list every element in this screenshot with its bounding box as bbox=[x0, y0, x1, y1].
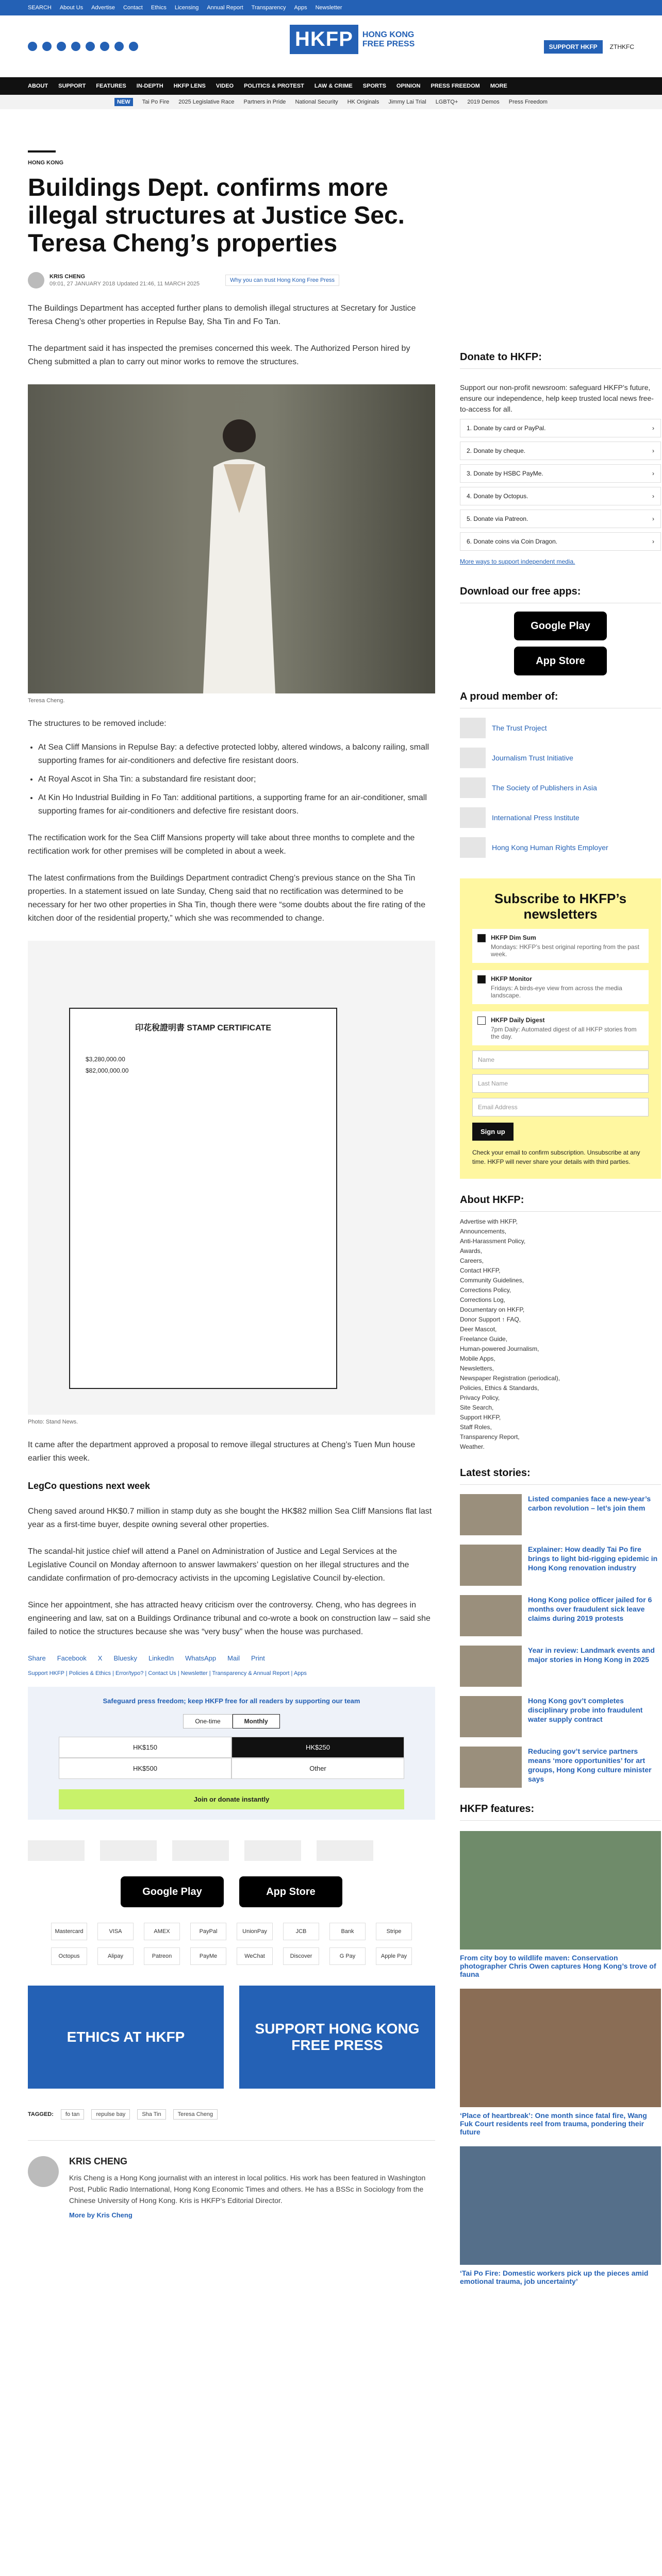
app-store-button[interactable]: App Store bbox=[514, 647, 607, 675]
nav-item[interactable]: SPORTS bbox=[362, 83, 387, 89]
payment-icon[interactable]: JCB bbox=[283, 1923, 319, 1940]
about-link[interactable]: Freelance Guide, bbox=[460, 1335, 508, 1343]
about-link[interactable]: Advertise with HKFP, bbox=[460, 1218, 518, 1225]
trending-link[interactable]: LGBTQ+ bbox=[435, 99, 458, 105]
divider bbox=[28, 150, 56, 152]
about-link[interactable]: Announcements, bbox=[460, 1228, 507, 1235]
amount-options bbox=[59, 1737, 404, 1779]
person-figure bbox=[198, 415, 280, 693]
share-bar bbox=[28, 1654, 435, 1662]
about-link[interactable]: Transparency Report, bbox=[460, 1433, 520, 1440]
payment-icon[interactable]: PayPal bbox=[190, 1923, 226, 1940]
list-item: • At Sea Cliff Mansions in Repulse Bay: a defective protected lobby, altered windows, a balcony railing, small supporting frames for air-conditioners and defective fire resistant doors. bbox=[38, 741, 435, 768]
about-link[interactable]: Awards, bbox=[460, 1247, 483, 1255]
share-facebook-button[interactable]: Facebook bbox=[57, 1654, 87, 1662]
tag[interactable]: Teresa Cheng bbox=[173, 2109, 218, 2120]
checkbox-checked[interactable] bbox=[477, 934, 486, 942]
about-links bbox=[460, 1217, 661, 1452]
payment-icon[interactable]: Bank bbox=[329, 1923, 366, 1940]
member-logo[interactable]: Journalism Trust Initiative bbox=[460, 748, 661, 768]
story-item[interactable]: Hong Kong gov’t completes disciplinary probe into fraudulent water supply contract bbox=[460, 1696, 661, 1737]
newsletter-option[interactable]: HKFP Daily Digest 7pm Daily: Automated digest of all HKFP stories from the day. bbox=[472, 1011, 649, 1045]
payment-methods bbox=[28, 1923, 435, 1965]
about-link[interactable]: Privacy Policy, bbox=[460, 1394, 500, 1401]
payment-icon[interactable]: WeChat bbox=[237, 1947, 273, 1965]
search-link[interactable]: SEARCH bbox=[28, 5, 52, 11]
trending-link[interactable]: Tai Po Fire bbox=[142, 99, 170, 105]
author-bio-text: Kris Cheng is a Hong Kong journalist with an interest in local politics. His work has been featured in Washington Post, Public Radio International, Hong Kong Economic Times and others. He has a BSSc in Sociology from the Chinese University of Hong Kong. Kris is HKFP’s Editorial Director. bbox=[69, 2174, 426, 2205]
support-banner[interactable]: SUPPORT HONG KONG FREE PRESS bbox=[239, 1986, 435, 2089]
member-logos bbox=[460, 718, 661, 858]
member-logo[interactable]: The Trust Project bbox=[460, 718, 661, 738]
member-logo[interactable]: The Society of Publishers in Asia bbox=[460, 777, 661, 798]
nav-item[interactable]: PRESS FREEDOM bbox=[431, 83, 480, 89]
badge-logo[interactable] bbox=[100, 1840, 157, 1861]
trending-link[interactable]: HK Originals bbox=[347, 99, 379, 105]
topbar-link[interactable]: Apps bbox=[294, 5, 307, 11]
share-label: Share bbox=[28, 1654, 46, 1662]
nav-item[interactable]: IN-DEPTH bbox=[136, 83, 163, 89]
about-link[interactable]: Mobile Apps, bbox=[460, 1355, 495, 1362]
donate-method[interactable]: 5. Donate via Patreon. › bbox=[460, 510, 661, 528]
trending-link[interactable]: National Security bbox=[295, 99, 338, 105]
facebook-icon[interactable] bbox=[28, 42, 37, 51]
payment-icon[interactable]: Mastercard bbox=[51, 1923, 87, 1940]
certificate-body bbox=[86, 1054, 321, 1076]
feature-item[interactable]: ‘Tai Po Fire: Domestic workers pick up the pieces amid emotional trauma, job uncertainty’ bbox=[460, 2146, 661, 2285]
payment-icon[interactable]: Discover bbox=[283, 1947, 319, 1965]
app-store-button[interactable]: App Store bbox=[239, 1876, 342, 1907]
nav-item[interactable]: SUPPORT bbox=[58, 83, 86, 89]
about-link[interactable]: Site Search, bbox=[460, 1404, 494, 1411]
about-link[interactable]: Corrections Log, bbox=[460, 1296, 506, 1303]
paragraph: The latest confirmations from the Buildings Department contradict Cheng’s previous stance on the Sha Tin properties. In a statement issued on late Sunday, Cheng said that no rectification was determined to be necessary for her two other properties in Sha Tin, though there were “some doubts about the fire rating of the kitchen door of the residential property,” which she was recommended to change. bbox=[28, 874, 426, 923]
about-link[interactable]: Contact HKFP, bbox=[460, 1267, 501, 1274]
payment-icon[interactable]: G Pay bbox=[329, 1947, 366, 1965]
payment-icon[interactable]: Apple Pay bbox=[376, 1947, 412, 1965]
nav-item[interactable]: LAW & CRIME bbox=[314, 83, 353, 89]
payment-icon[interactable]: VISA bbox=[97, 1923, 134, 1940]
list-item: • At Kin Ho Industrial Building in Fo Tan: additional partitions, a supporting frame for an air-conditioner, small supporting frames for air-conditioners and defective fire resistant doors. bbox=[38, 791, 435, 818]
newsletter-option[interactable]: HKFP Dim Sum Mondays: HKFP’s best original reporting from the past week. bbox=[472, 929, 649, 963]
about-link[interactable]: Deer Mascot, bbox=[460, 1326, 497, 1333]
paragraph: The structures to be removed include: bbox=[28, 719, 167, 728]
nav-item[interactable]: HKFP LENS bbox=[173, 83, 206, 89]
structure-list bbox=[28, 741, 435, 818]
topbar-link[interactable]: Contact bbox=[123, 5, 143, 11]
image-caption: Photo: Stand News. bbox=[28, 1419, 78, 1425]
x-icon[interactable] bbox=[42, 42, 52, 51]
topbar-link[interactable]: Transparency bbox=[251, 5, 286, 11]
ethics-banner[interactable]: ETHICS AT HKFP bbox=[28, 1986, 224, 2089]
about-link[interactable]: Newspaper Registration (periodical), bbox=[460, 1375, 560, 1382]
sign-up-button[interactable]: Sign up bbox=[472, 1123, 514, 1141]
publish-dates: 09:01, 27 JANUARY 2018 Updated 21:46, 11 MARCH 2025 bbox=[49, 281, 200, 287]
trust-link[interactable]: Why you can trust Hong Kong Free Press bbox=[225, 275, 339, 286]
byline bbox=[28, 272, 435, 289]
nav-item[interactable]: FEATURES bbox=[96, 83, 126, 89]
newsletter-heading: Subscribe to HKFP’s newsletters bbox=[494, 891, 627, 922]
about-link[interactable]: Documentary on HKFP, bbox=[460, 1306, 525, 1313]
nav-item[interactable]: POLITICS & PROTEST bbox=[244, 83, 304, 89]
trending-bar bbox=[0, 95, 662, 109]
payment-icon[interactable]: Alipay bbox=[97, 1947, 134, 1965]
more-ways-link[interactable]: More ways to support independent media. bbox=[460, 558, 575, 565]
about-link[interactable]: Community Guidelines, bbox=[460, 1277, 524, 1284]
donate-method[interactable]: 6. Donate coins via Coin Dragon. › bbox=[460, 532, 661, 551]
feature-item[interactable]: ‘Place of heartbreak’: One month since fatal fire, Wang Fuk Court residents reel from trauma, pondering their future bbox=[460, 1989, 661, 2136]
author-bio bbox=[28, 2140, 435, 2219]
story-item[interactable]: Hong Kong police officer jailed for 6 months over fraudulent sick leave claims during 2019 protests bbox=[460, 1595, 661, 1636]
story-item[interactable]: Year in review: Landmark events and major stories in Hong Kong in 2025 bbox=[460, 1646, 661, 1687]
donate-headline: Safeguard press freedom; keep HKFP free for all readers by supporting our team bbox=[103, 1697, 360, 1705]
payment-icon[interactable]: AMEX bbox=[144, 1923, 180, 1940]
nav-item[interactable]: ABOUT bbox=[28, 83, 48, 89]
section-heading: LegCo questions next week bbox=[28, 1481, 151, 1491]
badge-logo[interactable] bbox=[172, 1840, 229, 1861]
about-link[interactable]: Policies, Ethics & Standards, bbox=[460, 1384, 539, 1392]
story-item[interactable]: Reducing gov’t service partners means ‘more opportunities’ for art groups, Hong Kong culture minister says bbox=[460, 1747, 661, 1788]
newsletter-option[interactable]: HKFP Monitor Fridays: A birds-eye view from across the media landscape. bbox=[472, 970, 649, 1004]
checkbox-checked[interactable] bbox=[477, 975, 486, 984]
trending-link[interactable]: 2019 Demos bbox=[467, 99, 500, 105]
new-badge: NEW bbox=[114, 98, 133, 106]
badge-logo[interactable] bbox=[28, 1840, 85, 1861]
newsletter-note: Check your email to confirm subscription. Unsubscribe at any time. HKFP will never share your details with third parties. bbox=[472, 1149, 640, 1165]
author-name[interactable]: KRIS CHENG bbox=[49, 274, 86, 280]
monthly-option[interactable]: Monthly bbox=[233, 1714, 280, 1728]
payment-icon[interactable]: Stripe bbox=[376, 1923, 412, 1940]
payment-icon[interactable]: PayMe bbox=[190, 1947, 226, 1965]
donate-heading: Donate to HKFP: bbox=[460, 351, 661, 369]
masthead bbox=[0, 15, 662, 77]
member-badges bbox=[28, 1840, 435, 1861]
about-link[interactable]: Weather. bbox=[460, 1443, 485, 1450]
trending-link[interactable]: 2025 Legislative Race bbox=[178, 99, 235, 105]
features-heading: HKFP features: bbox=[460, 1803, 661, 1821]
newsletter-signup bbox=[460, 878, 661, 1179]
about-heading: About HKFP: bbox=[460, 1194, 661, 1212]
amount-option-other[interactable]: Other bbox=[231, 1758, 404, 1779]
tag[interactable]: repulse bay bbox=[91, 2109, 130, 2120]
rss-icon[interactable] bbox=[129, 42, 138, 51]
list-item: • At Royal Ascot in Sha Tin: a substandard fire resistant door; bbox=[38, 773, 435, 786]
donate-method[interactable]: 2. Donate by cheque. › bbox=[460, 442, 661, 460]
share-bluesky-button[interactable]: Bluesky bbox=[113, 1654, 137, 1662]
story-item[interactable]: Explainer: How deadly Tai Po fire brings to light bid-rigging epidemic in Hong Kong renovation industry bbox=[460, 1545, 661, 1586]
instagram-icon[interactable] bbox=[57, 42, 66, 51]
article-title: Buildings Dept. confirms more illegal structures at Justice Sec. Teresa Cheng’s properties bbox=[28, 174, 405, 257]
share-mail-button[interactable]: Mail bbox=[227, 1654, 240, 1662]
logo-text: HONG KONG FREE PRESS bbox=[362, 30, 415, 48]
certificate-title: 印花稅證明書 STAMP CERTIFICATE bbox=[135, 1024, 271, 1032]
linkedin-icon[interactable] bbox=[86, 42, 95, 51]
payment-icon[interactable]: Patreon bbox=[144, 1947, 180, 1965]
nav-item[interactable]: MORE bbox=[490, 83, 507, 89]
paragraph: Since her appointment, she has attracted heavy criticism over the controversy. Cheng, who has degrees in engineering and law, sat on a Buildings Ordinance tribunal and co-wrote a book on construction law – said she failed to notice the structures because she was “very busy” when the house was purchased. bbox=[28, 1601, 431, 1636]
payment-icon[interactable]: UnionPay bbox=[237, 1923, 273, 1940]
paragraph: The scandal-hit justice chief will attend a Panel on Administration of Justice and Legal Services at the Legislative Council on Monday afternoon to answer lawmakers’ question on her illegal structures and the candidate confirmation of pro-democracy activists in the upcoming Legislative Council by-election. bbox=[28, 1547, 409, 1583]
stamp-certificate-image bbox=[28, 941, 435, 1415]
badge-logo[interactable] bbox=[244, 1840, 301, 1861]
amount-option-selected[interactable]: HK$250 bbox=[231, 1737, 404, 1758]
app-store-buttons bbox=[28, 1876, 435, 1907]
telegram-icon[interactable] bbox=[114, 42, 124, 51]
language-switch[interactable]: ZTHKFC bbox=[609, 43, 634, 50]
about-link[interactable]: Careers, bbox=[460, 1257, 484, 1264]
sidebar-app-buttons bbox=[460, 612, 661, 675]
certificate-document bbox=[69, 1008, 337, 1389]
google-play-button[interactable]: Google Play bbox=[121, 1876, 224, 1907]
paragraph: Cheng saved around HK$0.7 million in stamp duty as she bought the HK$82 million Sea Cliff Mansions flat last year as a first-time buyer, despite owning several other properties. bbox=[28, 1507, 432, 1529]
more-by-author-link[interactable]: More by Kris Cheng bbox=[69, 2211, 133, 2219]
about-link[interactable]: Anti-Harassment Policy, bbox=[460, 1238, 526, 1245]
topbar bbox=[0, 0, 662, 15]
trending-link[interactable]: Partners in Pride bbox=[243, 99, 286, 105]
certificate-consideration: $82,000,000.00 bbox=[86, 1067, 129, 1074]
author-bio-name[interactable]: KRIS CHENG bbox=[69, 2156, 128, 2166]
payment-icon[interactable]: Octopus bbox=[51, 1947, 87, 1965]
feature-item[interactable]: From city boy to wildlife maven: Conservation photographer Chris Owen captures Hong Kong’s trove of fauna bbox=[460, 1831, 661, 1978]
donate-method[interactable]: 1. Donate by card or PayPal. › bbox=[460, 419, 661, 437]
frequency-toggle bbox=[38, 1714, 425, 1728]
certificate-amount: $3,280,000.00 bbox=[86, 1056, 125, 1063]
amount-option[interactable]: HK$150 bbox=[59, 1737, 231, 1758]
article bbox=[28, 109, 435, 2285]
trending-link[interactable]: Jimmy Lai Trial bbox=[388, 99, 426, 105]
topbar-link[interactable]: Licensing bbox=[174, 5, 199, 11]
member-logo[interactable]: International Press Institute bbox=[460, 807, 661, 828]
youtube-icon[interactable] bbox=[71, 42, 80, 51]
member-logo[interactable]: Hong Kong Human Rights Employer bbox=[460, 837, 661, 858]
topbar-link[interactable]: Ethics bbox=[151, 5, 167, 11]
topbar-link[interactable]: Newsletter bbox=[315, 5, 342, 11]
paragraph: The rectification work for the Sea Cliff Mansions property will take about three months to complete and the rectification work for other premises will be completed in about a week. bbox=[28, 834, 415, 856]
latest-heading: Latest stories: bbox=[460, 1467, 661, 1485]
about-link[interactable]: Staff Roles, bbox=[460, 1423, 492, 1431]
promo-banners bbox=[28, 1986, 435, 2089]
join-donate-button[interactable]: Join or donate instantly bbox=[59, 1789, 404, 1809]
feature-stories bbox=[460, 1831, 661, 2285]
main-nav bbox=[0, 77, 662, 95]
about-link[interactable]: Newsletters, bbox=[460, 1365, 494, 1372]
about-link[interactable]: Donor Support ↑ FAQ, bbox=[460, 1316, 521, 1323]
donate-widget bbox=[28, 1687, 435, 1820]
latest-stories bbox=[460, 1494, 661, 1788]
tags-label: TAGGED: bbox=[28, 2111, 54, 2117]
name-field[interactable]: Name bbox=[472, 1050, 649, 1069]
article-footer-links[interactable]: Support HKFP | Policies & Ethics | Error/typo? | Contact Us | Newsletter | Transparency & Annual Report | Apps bbox=[28, 1670, 307, 1676]
donate-method[interactable]: 3. Donate by HSBC PayMe. › bbox=[460, 464, 661, 483]
amount-option[interactable]: HK$500 bbox=[59, 1758, 231, 1779]
last-name-field[interactable]: Last Name bbox=[472, 1074, 649, 1093]
tag[interactable]: Sha Tin bbox=[137, 2109, 166, 2120]
apps-heading: Download our free apps: bbox=[460, 586, 661, 603]
trending-link[interactable]: Press Freedom bbox=[508, 99, 548, 105]
topbar-link[interactable]: About Us bbox=[59, 5, 84, 11]
about-link[interactable]: Support HKFP, bbox=[460, 1414, 501, 1421]
nav-item[interactable]: OPINION bbox=[396, 83, 421, 89]
paragraph: It came after the department approved a proposal to remove illegal structures at Cheng’s Tuen Mun house earlier this week. bbox=[28, 1440, 416, 1463]
donate-methods bbox=[460, 419, 661, 551]
checkbox[interactable] bbox=[477, 1016, 486, 1025]
share-x-button[interactable]: X bbox=[97, 1654, 103, 1662]
author-avatar bbox=[28, 272, 44, 289]
share-whatsapp-button[interactable]: WhatsApp bbox=[185, 1654, 217, 1662]
donate-method[interactable]: 4. Donate by Octopus. › bbox=[460, 487, 661, 505]
support-button[interactable]: SUPPORT HKFP bbox=[544, 40, 603, 54]
story-item[interactable]: Listed companies face a new-year’s carbon revolution – let’s join them bbox=[460, 1494, 661, 1535]
paragraph: The department said it has inspected the premises concerned this week. The Authorized Person hired by Cheng submitted a plan to carry out minor works to remove the structures. bbox=[28, 344, 410, 366]
social-icons bbox=[28, 42, 138, 51]
photo-caption: Teresa Cheng. bbox=[28, 698, 65, 704]
article-photo bbox=[28, 384, 435, 693]
author-bio-avatar bbox=[28, 2156, 59, 2187]
about-link[interactable]: Corrections Policy, bbox=[460, 1286, 511, 1294]
share-linkedin-button[interactable]: LinkedIn bbox=[148, 1654, 174, 1662]
about-link[interactable]: Human-powered Journalism, bbox=[460, 1345, 539, 1352]
threads-icon[interactable] bbox=[100, 42, 109, 51]
topbar-link[interactable]: Advertise bbox=[91, 5, 115, 11]
badge-logo[interactable] bbox=[317, 1840, 373, 1861]
site-logo[interactable] bbox=[290, 25, 415, 54]
sidebar bbox=[460, 109, 661, 2285]
category-label[interactable]: HONG KONG bbox=[28, 160, 64, 166]
one-time-option[interactable]: One-time bbox=[183, 1714, 232, 1728]
google-play-button[interactable]: Google Play bbox=[514, 612, 607, 640]
print-button[interactable]: Print bbox=[251, 1654, 265, 1662]
email-field[interactable]: Email Address bbox=[472, 1098, 649, 1116]
topbar-link[interactable]: Annual Report bbox=[207, 5, 243, 11]
paragraph: The Buildings Department has accepted further plans to demolish illegal structures at Secretary for Justice Teresa Cheng’s other properties in Repulse Bay, Sha Tin and Fo Tan. bbox=[28, 304, 416, 326]
logo-mark: HKFP bbox=[290, 25, 358, 54]
nav-item[interactable]: VIDEO bbox=[216, 83, 234, 89]
tag[interactable]: fo tan bbox=[61, 2109, 85, 2120]
member-heading: A proud member of: bbox=[460, 691, 661, 708]
donate-text: Support our non-profit newsroom: safeguard HKFP’s future, ensure our independence, help keep trusted local news free-to-access for all. bbox=[460, 383, 654, 413]
tag-list bbox=[28, 2109, 435, 2120]
